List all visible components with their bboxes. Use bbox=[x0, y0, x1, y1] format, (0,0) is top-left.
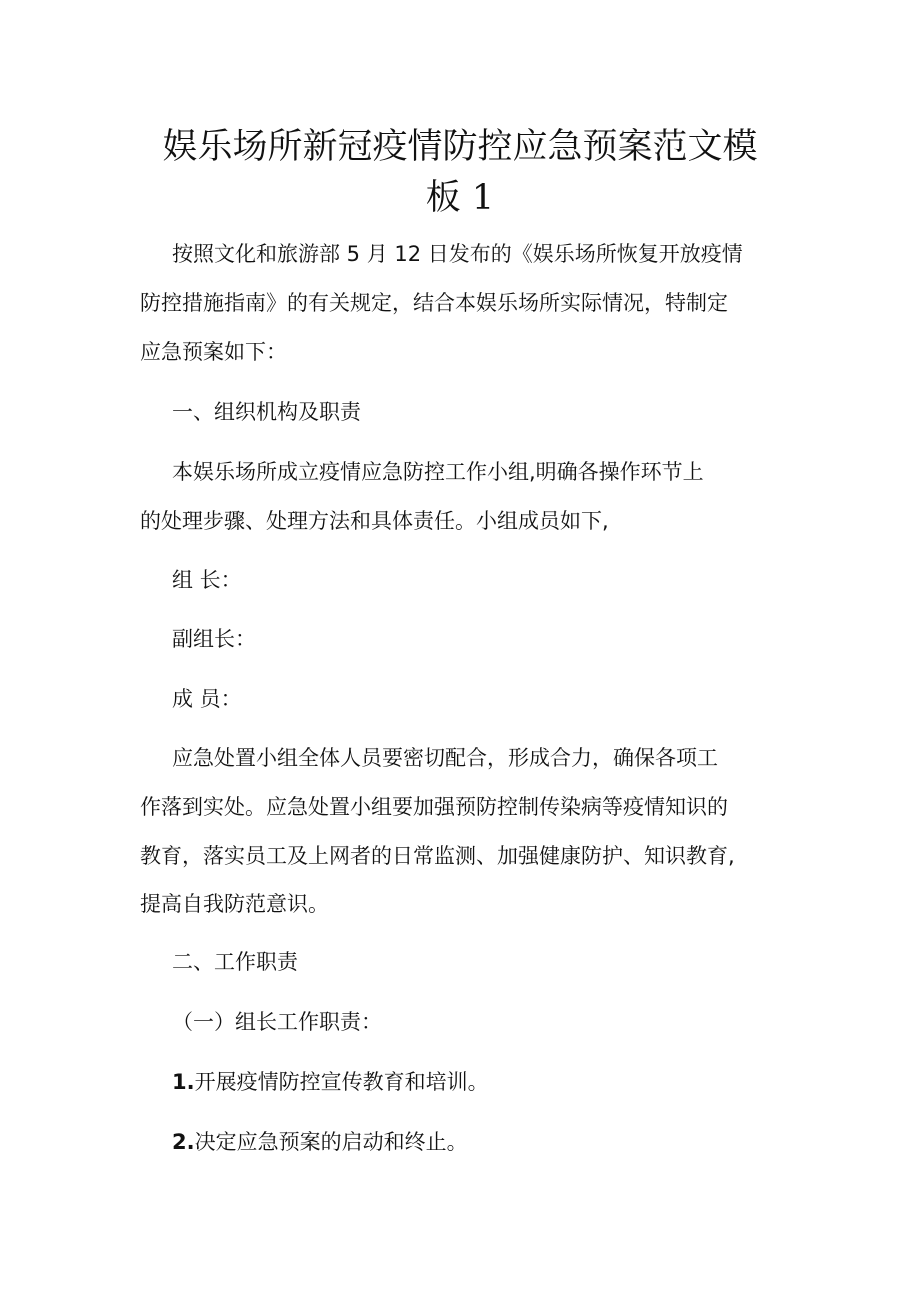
paragraph-3-line-4: 提高自我防范意识。 bbox=[140, 892, 329, 916]
list-item-text: 决定应急预案的启动和终止。 bbox=[194, 1130, 468, 1154]
list-item bbox=[172, 1126, 468, 1158]
paragraph-1-line-1: 按照文化和旅游部 5 月 12 日发布的《娱乐场所恢复开放疫情 bbox=[172, 242, 743, 266]
document-title-line-1: 娱乐场所新冠疫情防控应急预案范文模 bbox=[162, 127, 758, 167]
list-item-number: 1. bbox=[172, 1070, 195, 1094]
paragraph-1-line-2: 防控措施指南》的有关规定，结合本娱乐场所实际情况，特制定 bbox=[140, 291, 728, 315]
list-item-number: 2. bbox=[172, 1130, 195, 1154]
section-2-heading: 二、工作职责 bbox=[172, 950, 298, 974]
deputy-leader-label: 副组长： bbox=[172, 627, 256, 651]
subsection-1-heading: （一）组长工作职责： bbox=[172, 1010, 382, 1034]
paragraph-2-line-2: 的处理步骤、处理方法和具体责任。小组成员如下, bbox=[140, 509, 609, 533]
leader-label: 组 长： bbox=[172, 568, 242, 592]
paragraph-3-line-1: 应急处置小组全体人员要密切配合，形成合力，确保各项工 bbox=[172, 746, 718, 770]
list-item bbox=[172, 1066, 489, 1098]
paragraph-3-line-2: 作落到实处。应急处置小组要加强预防控制传染病等疫情知识的 bbox=[140, 795, 728, 819]
paragraph-3-line-3: 教育，落实员工及上网者的日常监测、加强健康防护、知识教育, bbox=[140, 844, 735, 868]
list-item-text: 开展疫情防控宣传教育和培训。 bbox=[194, 1070, 489, 1094]
paragraph-1-line-3: 应急预案如下： bbox=[140, 340, 287, 364]
paragraph-2-line-1: 本娱乐场所成立疫情应急防控工作小组,明确各操作环节上 bbox=[172, 460, 704, 484]
section-1-heading: 一、组织机构及职责 bbox=[172, 400, 361, 424]
document-title-line-2: 板 1 bbox=[425, 178, 495, 218]
member-label: 成 员： bbox=[172, 687, 242, 711]
